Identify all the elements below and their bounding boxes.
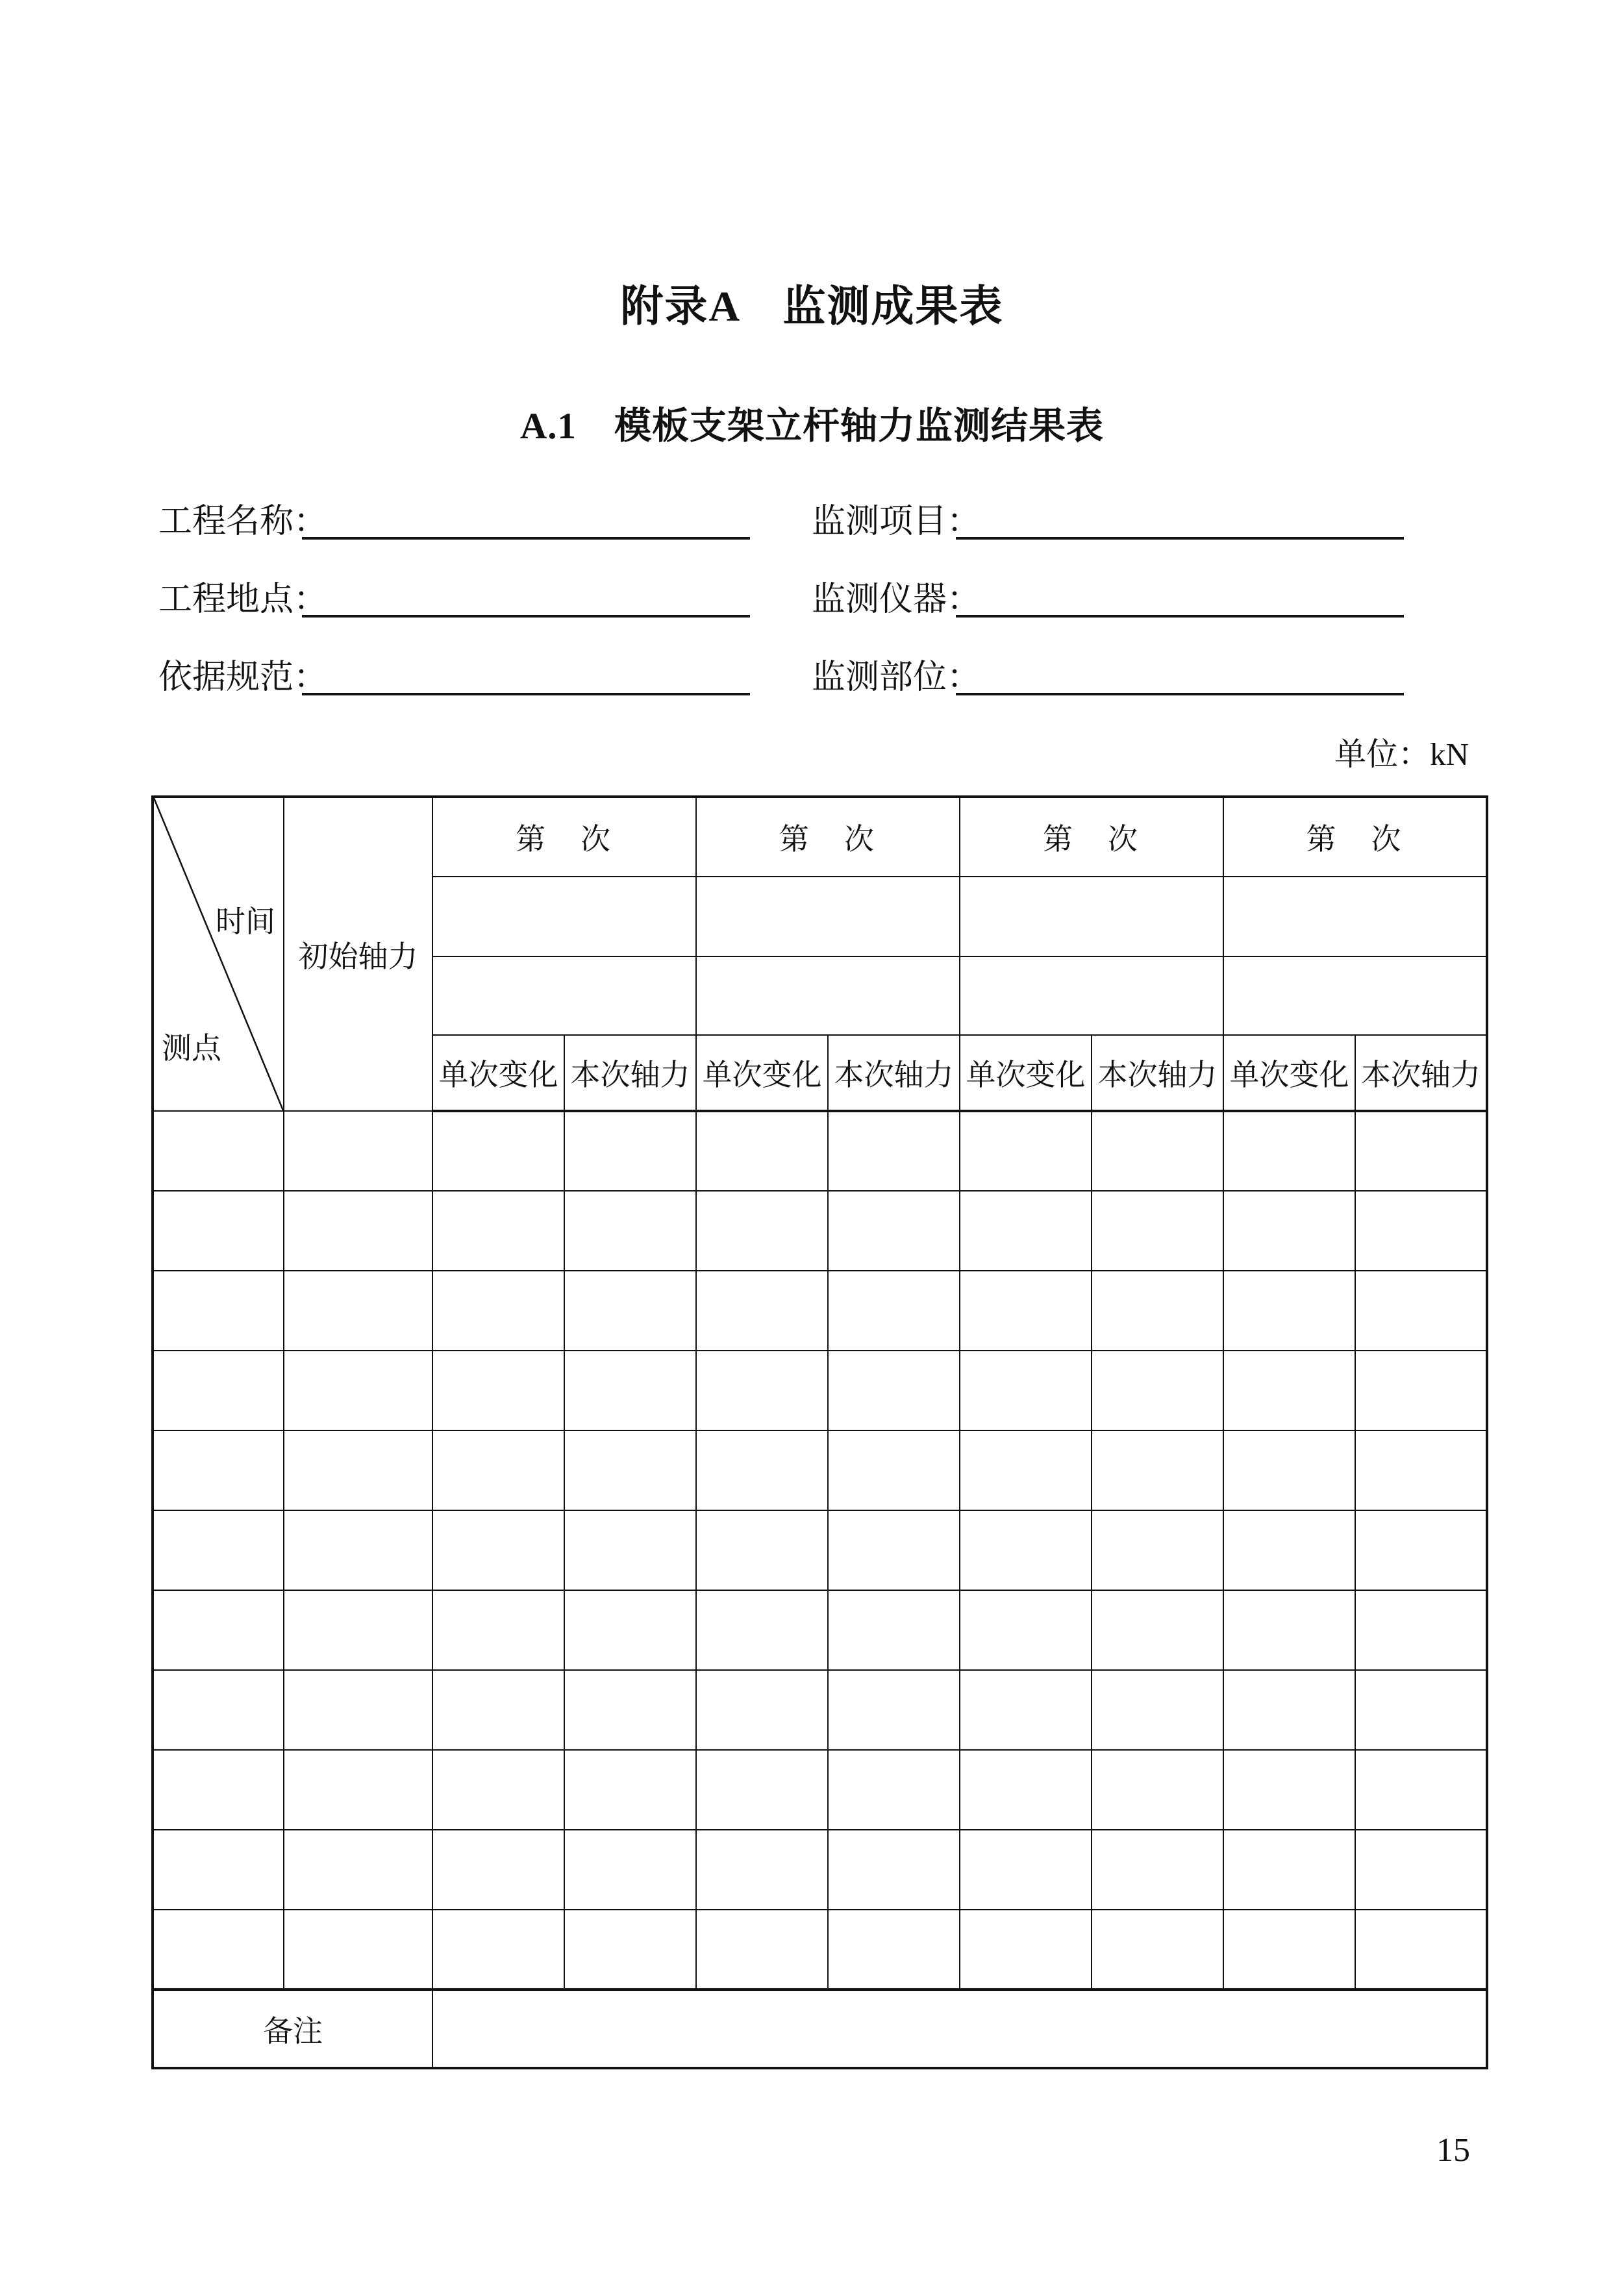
empty-cell: [284, 1271, 432, 1351]
empty-cell: [153, 1670, 284, 1750]
empty-cell: [828, 1351, 960, 1430]
empty-cell: [1223, 1191, 1355, 1271]
empty-cell: [696, 1670, 828, 1750]
sub-header-change: 单次变化: [696, 1035, 828, 1111]
empty-cell: [1355, 1430, 1487, 1510]
label-project-name: 工程名称：: [158, 503, 328, 540]
empty-cell: [432, 1191, 564, 1271]
empty-cell: [432, 1590, 564, 1670]
empty-cell: [696, 1351, 828, 1430]
empty-cell: [1223, 1670, 1355, 1750]
empty-cell: [284, 1750, 432, 1830]
empty-cell: [432, 1430, 564, 1510]
empty-cell: [432, 1750, 564, 1830]
empty-cell: [153, 1430, 284, 1510]
empty-cell: [284, 1510, 432, 1590]
empty-cell: [153, 1590, 284, 1670]
empty-cell: [1092, 1910, 1223, 1990]
blank-header-cell: [1223, 877, 1487, 956]
empty-cell: [432, 1830, 564, 1910]
empty-cell: [1223, 1590, 1355, 1670]
empty-cell: [1092, 1430, 1223, 1510]
empty-cell: [284, 1670, 432, 1750]
initial-axial-header: 初始轴力: [284, 797, 432, 1111]
empty-cell: [696, 1191, 828, 1271]
empty-cell: [564, 1271, 696, 1351]
empty-cell: [696, 1590, 828, 1670]
remark-blank-cell: [432, 1990, 1487, 2068]
empty-cell: [960, 1910, 1092, 1990]
empty-cell: [1223, 1271, 1355, 1351]
empty-cell: [284, 1590, 432, 1670]
empty-cell: [828, 1271, 960, 1351]
empty-cell: [960, 1191, 1092, 1271]
empty-cell: [432, 1271, 564, 1351]
empty-cell: [153, 1510, 284, 1590]
empty-cell: [960, 1351, 1092, 1430]
empty-cell: [284, 1910, 432, 1990]
empty-cell: [432, 1670, 564, 1750]
empty-cell: [284, 1430, 432, 1510]
empty-cell: [1355, 1351, 1487, 1430]
page-title: 附录A 监测成果表: [620, 283, 1004, 331]
empty-cell: [1223, 1430, 1355, 1510]
label-monitor-instrument: 监测仪器：: [812, 581, 981, 618]
table-row: [153, 1191, 1487, 1271]
empty-cell: [696, 1750, 828, 1830]
label-project-site: 工程地点：: [158, 581, 328, 618]
empty-cell: [1092, 1830, 1223, 1910]
empty-cell: [432, 1510, 564, 1590]
empty-cell: [960, 1430, 1092, 1510]
empty-cell: [960, 1830, 1092, 1910]
empty-cell: [1092, 1670, 1223, 1750]
label-reference-code: 依据规范：: [158, 659, 328, 696]
empty-cell: [153, 1351, 284, 1430]
empty-cell: [564, 1510, 696, 1590]
empty-cell: [1092, 1590, 1223, 1670]
empty-cell: [1092, 1111, 1223, 1191]
empty-cell: [960, 1590, 1092, 1670]
label-monitor-item: 监测项目：: [812, 503, 981, 540]
empty-cell: [564, 1750, 696, 1830]
remark-row: [153, 1990, 1487, 2068]
empty-cell: [828, 1111, 960, 1191]
empty-cell: [696, 1430, 828, 1510]
empty-cell: [1355, 1910, 1487, 1990]
table-row: [153, 1910, 1487, 1990]
empty-cell: [1223, 1351, 1355, 1430]
page-number: 15: [1436, 2132, 1470, 2169]
cycle-header-4: 第 次: [1223, 797, 1487, 877]
corner-label-time: 时间: [216, 905, 275, 938]
sub-header-force: 本次轴力: [1092, 1035, 1223, 1111]
blank-header-cell: [1223, 956, 1487, 1035]
blank-project-name: [302, 537, 750, 540]
empty-cell: [1223, 1830, 1355, 1910]
table-row: [153, 1430, 1487, 1510]
empty-cell: [1223, 1910, 1355, 1990]
empty-cell: [432, 1351, 564, 1430]
empty-cell: [564, 1351, 696, 1430]
empty-cell: [564, 1430, 696, 1510]
blank-monitor-position: [956, 693, 1404, 695]
table-row: [153, 1670, 1487, 1750]
blank-header-cell: [960, 956, 1223, 1035]
empty-cell: [153, 1830, 284, 1910]
empty-cell: [564, 1670, 696, 1750]
empty-cell: [284, 1351, 432, 1430]
empty-cell: [960, 1750, 1092, 1830]
blank-project-site: [302, 615, 750, 618]
empty-cell: [828, 1590, 960, 1670]
remark-label: 备注: [153, 1990, 432, 2068]
empty-cell: [696, 1830, 828, 1910]
empty-cell: [960, 1271, 1092, 1351]
table-body: [153, 797, 1487, 2068]
table-row: [153, 1590, 1487, 1670]
empty-cell: [828, 1830, 960, 1910]
empty-cell: [1355, 1271, 1487, 1351]
empty-cell: [153, 1111, 284, 1191]
empty-cell: [153, 1750, 284, 1830]
table-row: [153, 1351, 1487, 1430]
empty-cell: [564, 1590, 696, 1670]
sub-header-force: 本次轴力: [1355, 1035, 1487, 1111]
empty-cell: [1092, 1351, 1223, 1430]
empty-cell: [828, 1750, 960, 1830]
blank-reference-code: [302, 693, 750, 695]
empty-cell: [153, 1910, 284, 1990]
empty-cell: [960, 1111, 1092, 1191]
empty-cell: [284, 1830, 432, 1910]
cycle-header-1: 第 次: [432, 797, 696, 877]
empty-cell: [696, 1910, 828, 1990]
empty-cell: [1355, 1510, 1487, 1590]
empty-cell: [564, 1191, 696, 1271]
empty-cell: [828, 1510, 960, 1590]
empty-cell: [828, 1430, 960, 1510]
cycle-header-2: 第 次: [696, 797, 960, 877]
label-monitor-position: 监测部位：: [812, 659, 981, 696]
empty-cell: [564, 1910, 696, 1990]
monitoring-table: [151, 795, 1488, 2069]
empty-cell: [960, 1510, 1092, 1590]
empty-cell: [1355, 1750, 1487, 1830]
unit-note: 单位：kN: [1334, 736, 1469, 772]
empty-cell: [1223, 1111, 1355, 1191]
empty-cell: [960, 1670, 1092, 1750]
sub-header-change: 单次变化: [1223, 1035, 1355, 1111]
corner-cell: [153, 797, 284, 1111]
table-row: [153, 1271, 1487, 1351]
cycle-header-3: 第 次: [960, 797, 1223, 877]
empty-cell: [1355, 1830, 1487, 1910]
empty-cell: [828, 1191, 960, 1271]
blank-header-cell: [696, 877, 960, 956]
empty-cell: [828, 1910, 960, 1990]
sub-header-force: 本次轴力: [828, 1035, 960, 1111]
empty-cell: [564, 1111, 696, 1191]
empty-cell: [1092, 1750, 1223, 1830]
sub-header-force: 本次轴力: [564, 1035, 696, 1111]
blank-monitor-item: [956, 537, 1404, 540]
empty-cell: [284, 1111, 432, 1191]
empty-cell: [1223, 1510, 1355, 1590]
empty-cell: [1092, 1191, 1223, 1271]
blank-header-cell: [696, 956, 960, 1035]
empty-cell: [1355, 1111, 1487, 1191]
table-row: [153, 1830, 1487, 1910]
header-row-cycle: [153, 797, 1487, 877]
empty-cell: [1092, 1510, 1223, 1590]
sub-header-change: 单次变化: [960, 1035, 1092, 1111]
table-row: [153, 1111, 1487, 1191]
empty-cell: [1355, 1191, 1487, 1271]
empty-cell: [1355, 1590, 1487, 1670]
empty-cell: [284, 1191, 432, 1271]
empty-cell: [432, 1111, 564, 1191]
empty-cell: [696, 1111, 828, 1191]
empty-cell: [1223, 1750, 1355, 1830]
sub-header-change: 单次变化: [432, 1035, 564, 1111]
empty-cell: [153, 1271, 284, 1351]
section-title: A.1 模板支架立杆轴力监测结果表: [520, 406, 1104, 447]
table-row: [153, 1750, 1487, 1830]
blank-header-cell: [432, 956, 696, 1035]
empty-cell: [564, 1830, 696, 1910]
empty-cell: [696, 1510, 828, 1590]
corner-label-point: 测点: [162, 1032, 221, 1065]
blank-monitor-instrument: [956, 615, 1404, 618]
blank-header-cell: [432, 877, 696, 956]
blank-header-cell: [960, 877, 1223, 956]
table-row: [153, 1510, 1487, 1590]
empty-cell: [1355, 1670, 1487, 1750]
empty-cell: [696, 1271, 828, 1351]
empty-cell: [828, 1670, 960, 1750]
empty-cell: [153, 1191, 284, 1271]
empty-cell: [432, 1910, 564, 1990]
empty-cell: [1092, 1271, 1223, 1351]
